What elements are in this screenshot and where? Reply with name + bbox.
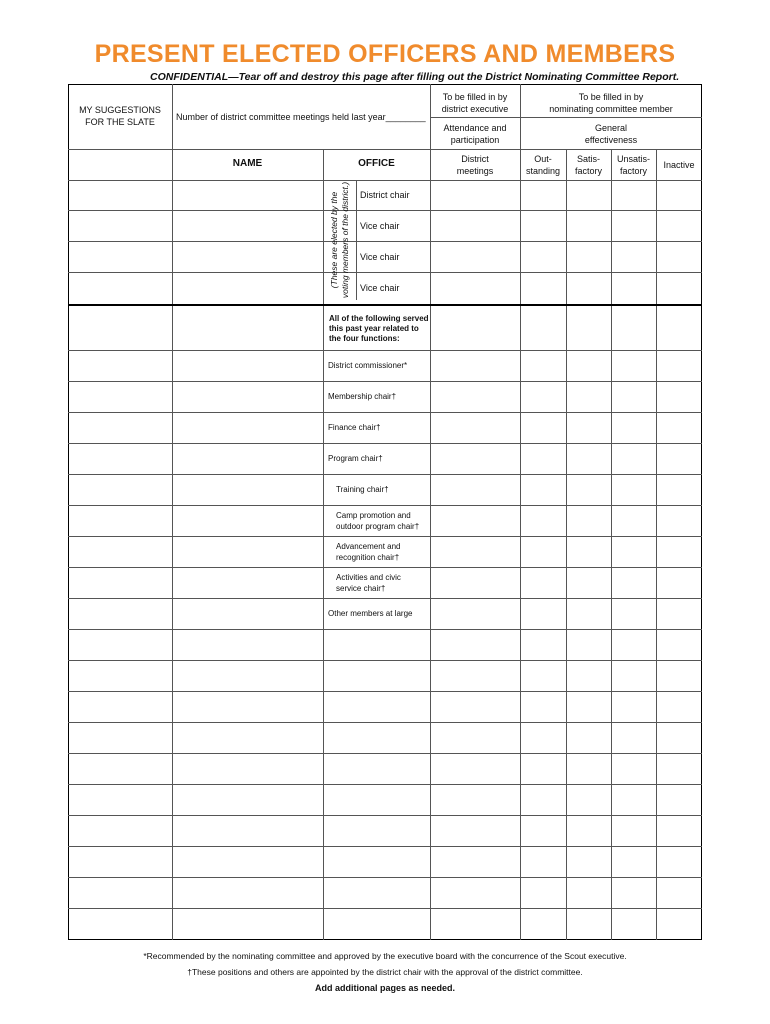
- add-pages-note: Add additional pages as needed.: [314, 983, 456, 993]
- row-line: [68, 908, 702, 909]
- row-line: [68, 722, 702, 723]
- column-line: [430, 84, 431, 940]
- district-meetings-header: [430, 153, 520, 177]
- office-line: outdoor program chair†: [336, 522, 420, 531]
- name-header: NAME: [232, 158, 263, 169]
- header-line: effectiveness: [584, 135, 638, 145]
- suggestions-label-line: MY SUGGESTIONS: [79, 105, 161, 115]
- confidential-note: CONFIDENTIAL—Tear off and destroy this page after filling out the District Nominating Committee Report.: [150, 71, 680, 83]
- office-activities: [336, 572, 401, 594]
- office-header: OFFICE: [358, 158, 395, 169]
- row-line: [68, 598, 702, 599]
- unsatisfactory-header: [611, 153, 656, 177]
- office-membership: Membership chair†: [328, 392, 397, 401]
- suggestions-label: [68, 104, 172, 128]
- outstanding-header: [520, 153, 566, 177]
- row-line: [68, 474, 702, 475]
- row-line: [68, 536, 702, 537]
- attendance-header: [430, 122, 520, 146]
- column-line: [656, 149, 657, 940]
- served-note-line: the four functions:: [329, 334, 400, 343]
- district-executive-header: [430, 91, 520, 115]
- row-line: [68, 272, 702, 273]
- served-note-line: All of the following served: [329, 314, 429, 323]
- satisfactory-header: [566, 153, 611, 177]
- header-line: meetings: [456, 166, 494, 176]
- header-bottom-line: [68, 180, 702, 181]
- column-line: [172, 84, 173, 940]
- header-line: standing: [525, 166, 561, 176]
- elected-note: [323, 180, 357, 300]
- office-line: Advancement and: [336, 542, 401, 551]
- served-note: [329, 314, 429, 344]
- office-training: Training chair†: [336, 485, 389, 494]
- row-line: [68, 753, 702, 754]
- header-line: To be filled in by: [442, 92, 508, 102]
- header-line: To be filled in by: [578, 92, 644, 102]
- office-commissioner: District commissioner*: [328, 361, 408, 370]
- row-line: [68, 505, 702, 506]
- office-advancement: [336, 541, 401, 563]
- header-line: participation: [450, 135, 500, 145]
- row-line: [68, 691, 702, 692]
- office-line: Activities and civic: [336, 573, 401, 582]
- inactive-header: Inactive: [663, 160, 695, 170]
- office-district-chair: District chair: [360, 190, 410, 200]
- column-line: [566, 149, 567, 940]
- row-line: [68, 443, 702, 444]
- header-divider: [68, 149, 702, 150]
- header-line: factory: [619, 166, 647, 176]
- row-line: [68, 350, 702, 351]
- row-line: [68, 784, 702, 785]
- footnote-appointed: †These positions and others are appointed by the district chair with the approval of the district committee.: [187, 967, 583, 977]
- row-line: [68, 412, 702, 413]
- header-line: factory: [574, 166, 602, 176]
- meetings-prompt: Number of district committee meetings held last year________: [176, 112, 426, 122]
- header-line: District: [461, 154, 489, 164]
- page-title: PRESENT ELECTED OFFICERS AND MEMBERS: [94, 40, 676, 68]
- row-line: [68, 846, 702, 847]
- row-line: [68, 877, 702, 878]
- row-line: [68, 567, 702, 568]
- office-other-members: Other members at large: [328, 609, 413, 618]
- header-line: Unsatis-: [616, 154, 650, 164]
- office-program: Program chair†: [328, 454, 383, 463]
- nominating-member-header: [520, 91, 702, 115]
- office-line: recognition chair†: [336, 553, 400, 562]
- office-vice-chair: Vice chair: [360, 221, 400, 231]
- header-line: Out-: [534, 154, 552, 164]
- column-line: [520, 84, 521, 940]
- row-line: [68, 381, 702, 382]
- office-camp: [336, 510, 419, 532]
- elected-note-text: (These are elected by the voting members of the district.): [329, 181, 350, 299]
- row-line: [68, 210, 702, 211]
- office-line: service chair†: [336, 584, 386, 593]
- footnote-recommended: *Recommended by the nominating committee and approved by the executive board with the concurrence of the Scout executive.: [143, 951, 627, 961]
- row-line: [68, 629, 702, 630]
- header-line: Attendance and: [443, 123, 507, 133]
- served-note-line: this past year related to: [329, 324, 419, 333]
- effectiveness-header: [520, 122, 702, 146]
- row-line: [68, 241, 702, 242]
- header-line: nominating committee member: [549, 104, 673, 114]
- office-line: Camp promotion and: [336, 511, 411, 520]
- office-vice-chair: Vice chair: [360, 252, 400, 262]
- column-line: [611, 149, 612, 940]
- row-line: [68, 660, 702, 661]
- header-line: General: [594, 123, 628, 133]
- office-vice-chair: Vice chair: [360, 283, 400, 293]
- row-line: [68, 815, 702, 816]
- header-line: Satis-: [576, 154, 600, 164]
- row-line: [68, 304, 702, 306]
- office-finance: Finance chair†: [328, 423, 381, 432]
- suggestions-label-line: FOR THE SLATE: [85, 117, 155, 127]
- header-line: district executive: [441, 104, 509, 114]
- header-subdivider: [430, 117, 702, 118]
